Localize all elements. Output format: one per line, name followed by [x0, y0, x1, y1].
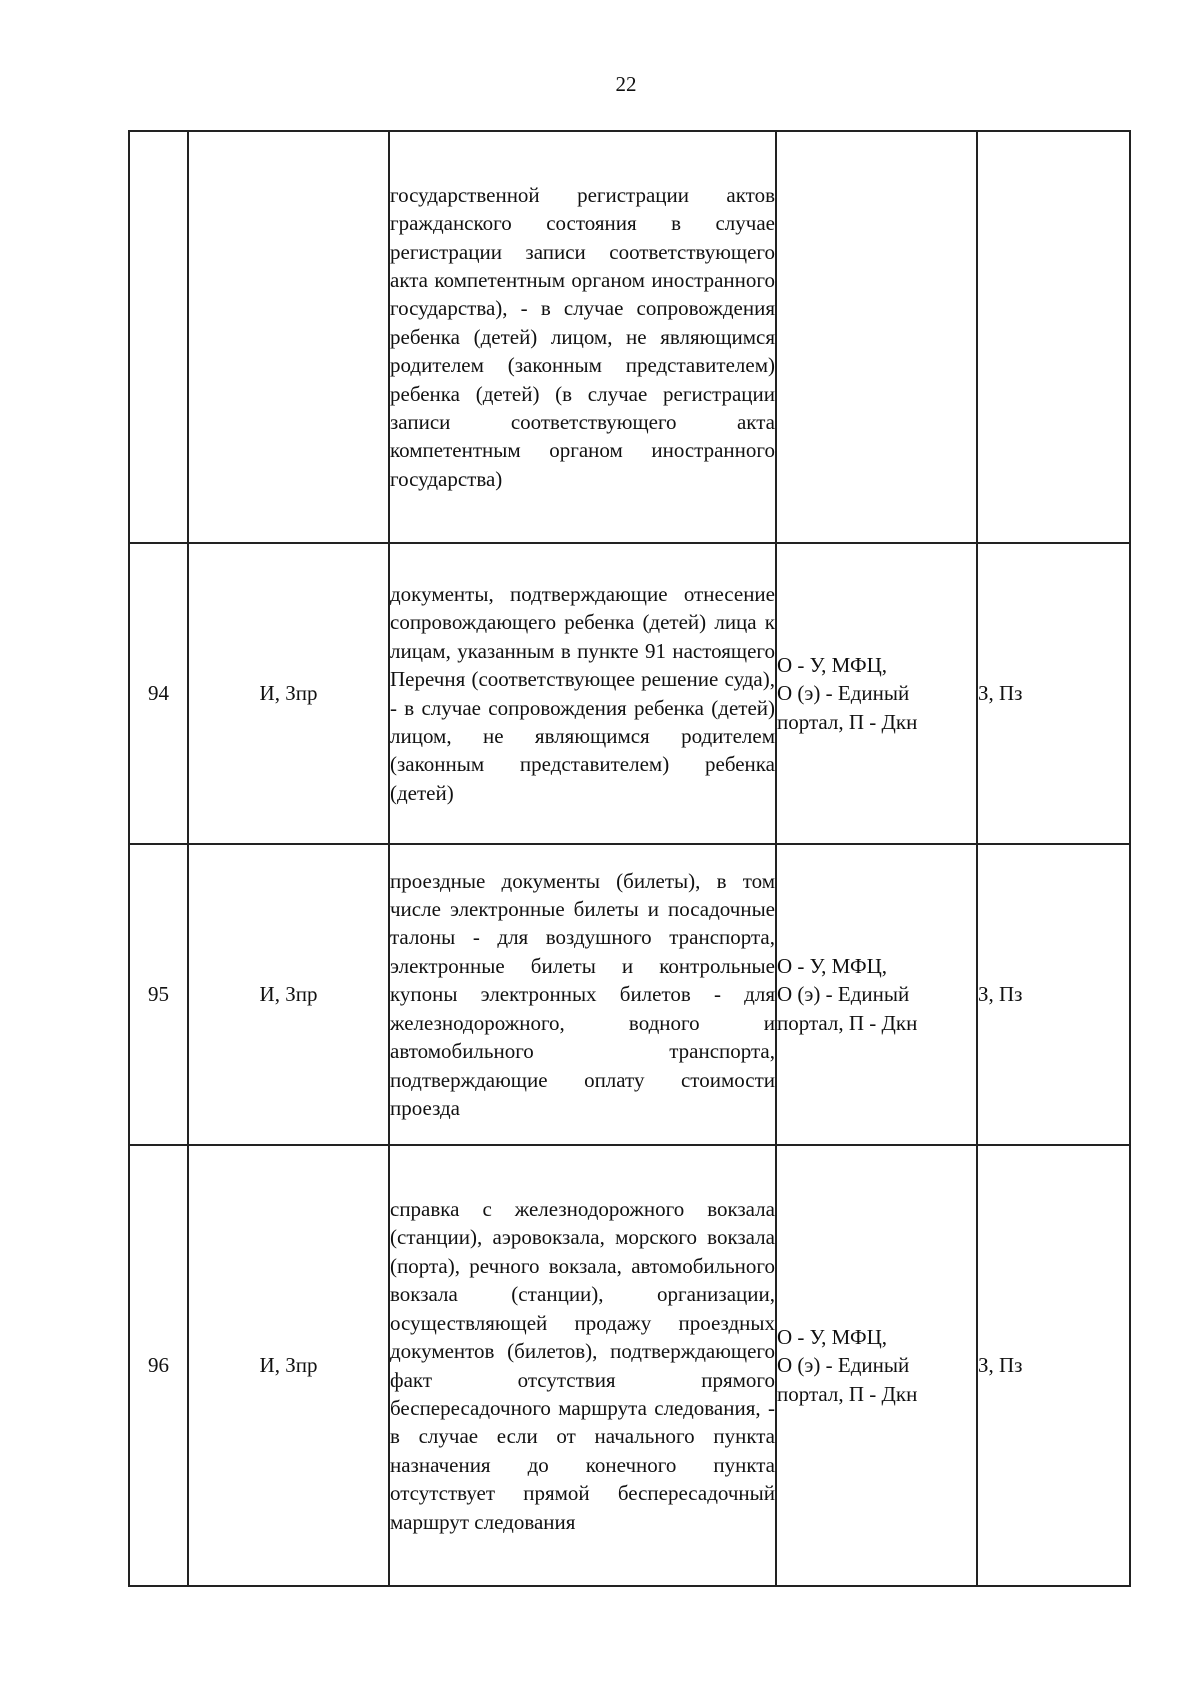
row-document-text: государственной регистрации актов гражданского состояния в случае регистрации записи соответствующего акта компетентным органом иностранного государства), - в случае сопровождения ребенка (детей) лицом, не являющимся родителем (законным представителем) ребенка (детей) (в случае регистрации записи соответствующего акта компетентным органом иностранного государства) — [390, 182, 775, 491]
row-result-cell — [977, 131, 1130, 543]
row-code-cell: И, Зпр — [188, 1145, 389, 1586]
row-form-line: О - У, МФЦ, — [777, 652, 888, 677]
row-number-cell — [129, 131, 188, 543]
row-code-cell: И, Зпр — [188, 844, 389, 1145]
row-document-text: документы, подтверждающие отнесение сопровождающего ребенка (детей) лица к лицам, указанным в пункте 91 настоящего Перечня (соответствующее решение суда), - в случае сопровождения ребенка (детей) лицом, не являющимся родителем (законным представителем) ребенка (детей) — [390, 581, 775, 805]
row-result-cell — [977, 844, 1130, 1145]
row-result-text: З, Пз — [978, 982, 1023, 1007]
row-document-cell — [389, 131, 776, 543]
table-row — [129, 131, 1130, 543]
row-form-line: О (э) - Единый — [777, 681, 910, 706]
row-form-line: портал, П - Дкн — [777, 1010, 918, 1035]
row-form-cell — [776, 844, 977, 1145]
row-code-cell — [188, 131, 389, 543]
row-result-cell — [977, 543, 1130, 844]
row-form-line: О (э) - Единый — [777, 982, 910, 1007]
row-document-text: справка с железнодорожного вокзала (станции), аэровокзала, морского вокзала (порта), речного вокзала, автомобильного вокзала (станции), организации, осуществляющей продажу проездных документов (билетов), подтверждающего факт отсутствия прямого беспересадочного маршрута следования, - в случае если от начального пункта назначения до конечного пункта отсутствует прямой беспересадочный маршрут следования — [390, 1197, 775, 1534]
row-result-text: З, Пз — [978, 681, 1023, 706]
page-number: 22 — [615, 72, 637, 96]
row-document-cell — [389, 543, 776, 844]
document-table — [128, 130, 1131, 1587]
row-result-text: З, Пз — [978, 1353, 1023, 1378]
row-number-cell: 94 — [129, 543, 188, 844]
row-form-line: портал, П - Дкн — [777, 709, 918, 734]
row-number-cell: 96 — [129, 1145, 188, 1586]
row-form-cell — [776, 131, 977, 543]
row-form-line: О - У, МФЦ, — [777, 953, 888, 978]
row-document-cell — [389, 1145, 776, 1586]
row-document-cell — [389, 844, 776, 1145]
table-row — [129, 543, 1130, 844]
row-form-cell — [776, 1145, 977, 1586]
row-document-text: проездные документы (билеты), в том числе электронные билеты и посадочные талоны - для воздушного транспорта, электронные билеты и контрольные купоны электронных билетов - для железнодорожного, водного и автомобильного транспорта, подтверждающие оплату стоимости проезда — [390, 868, 775, 1120]
table-row — [129, 1145, 1130, 1586]
row-result-cell — [977, 1145, 1130, 1586]
row-form-line: портал, П - Дкн — [777, 1381, 918, 1406]
row-number-cell: 95 — [129, 844, 188, 1145]
row-code-cell: И, Зпр — [188, 543, 389, 844]
row-form-cell — [776, 543, 977, 844]
row-form-line: О (э) - Единый — [777, 1353, 910, 1378]
table-row — [129, 844, 1130, 1145]
row-form-line: О - У, МФЦ, — [777, 1324, 888, 1349]
